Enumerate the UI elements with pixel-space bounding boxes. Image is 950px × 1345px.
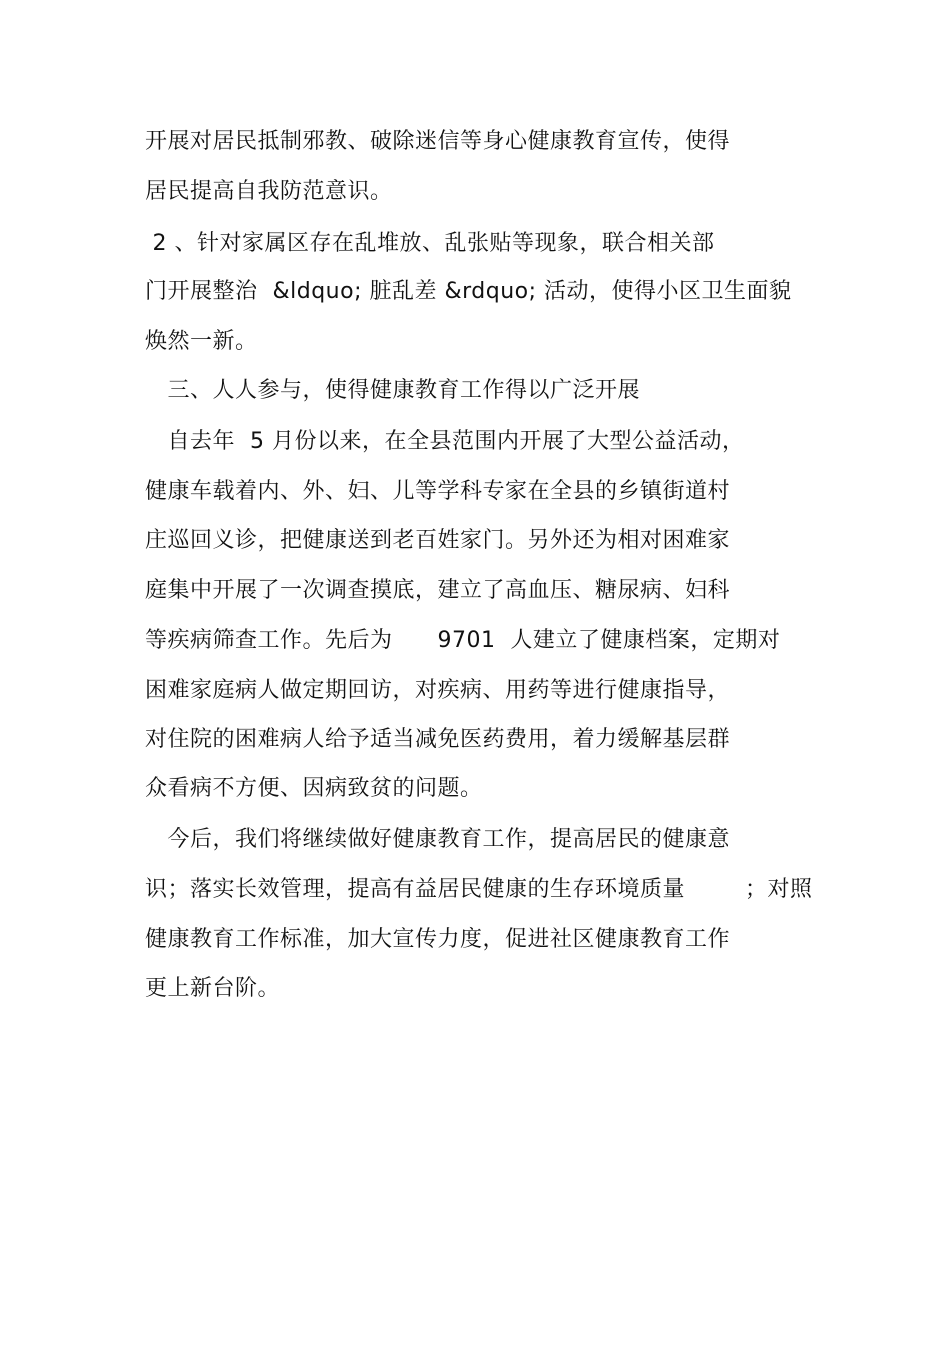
text-line: 众看病不方便、因病致贫的问题。 — [145, 776, 483, 801]
section-heading: 三、人人参与，使得健康教育工作得以广泛开展 — [145, 378, 640, 403]
text-line: 识；落实长效管理，提高有益居民健康的生存环境质量 ；对照 — [145, 877, 813, 902]
text-line: 对住院的困难病人给予适当减免医药费用，着力缓解基层群 — [145, 727, 731, 752]
text-line: 庭集中开展了一次调查摸底，建立了高血压、糖尿病、妇科 — [145, 578, 731, 603]
text-line: 居民提高自我防范意识。 — [145, 179, 393, 204]
text-line: 焕然一新。 — [145, 329, 258, 354]
text-line: 健康教育工作标准，加大宣传力度，促进社区健康教育工作 — [145, 927, 731, 952]
text-line: 开展对居民抵制邪教、破除迷信等身心健康教育宣传，使得 — [145, 129, 731, 154]
text-line: 健康车载着内、外、妇、儿等学科专家在全县的乡镇街道村 — [145, 479, 731, 504]
text-line: 更上新台阶。 — [145, 976, 281, 1001]
text-line: 等疾病筛查工作。先后为 9701 人建立了健康档案，定期对 — [145, 628, 781, 653]
text-line: 门开展整治 &ldquo; 脏乱差 &rdquo; 活动，使得小区卫生面貌 — [145, 279, 792, 304]
text-line: 庄巡回义诊，把健康送到老百姓家门。另外还为相对困难家 — [145, 528, 731, 553]
text-line: 自去年 5 月份以来，在全县范围内开展了大型公益活动， — [145, 429, 745, 454]
text-line: 困难家庭病人做定期回访，对疾病、用药等进行健康指导， — [145, 678, 731, 703]
text-line: 2 、针对家属区存在乱堆放、乱张贴等现象，联合相关部 — [145, 231, 715, 256]
text-line: 今后，我们将继续做好健康教育工作，提高居民的健康意 — [145, 827, 730, 852]
